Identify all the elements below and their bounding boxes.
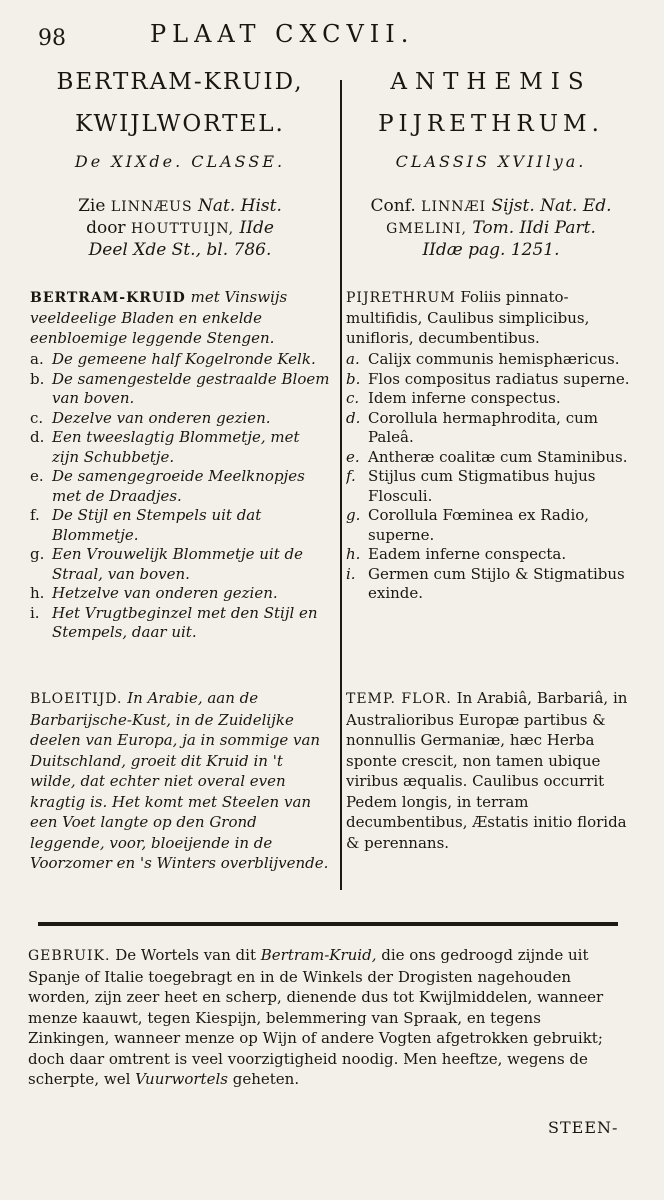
right-figure-text: Germen cum Stijlo & Stigmatibus exinde. xyxy=(368,564,625,602)
right-figure-letter: c. xyxy=(346,389,360,407)
right-figure-letter: i. xyxy=(346,564,356,583)
right-figure-letter: d. xyxy=(346,408,361,427)
right-figure-item xyxy=(346,389,636,409)
left-ref-prefix: Zie xyxy=(78,196,106,216)
left-figure-item xyxy=(30,584,330,604)
left-reference xyxy=(30,196,330,261)
left-classe: De XIXde. CLASSE. xyxy=(74,152,286,171)
gebruik-text-1: De Wortels van dit xyxy=(115,946,256,964)
left-ref-author2: HOUTTUIJN, xyxy=(130,221,235,237)
right-figure-text: Corollula hermaphrodita, cum Paleâ. xyxy=(368,408,599,446)
right-ref-work: Sijst. Nat. Ed. xyxy=(491,196,612,216)
left-figure-item xyxy=(30,350,330,370)
left-figure-letter: i. xyxy=(30,603,40,622)
left-figure-list xyxy=(30,350,330,643)
gebruik-head: GEBRUIK. xyxy=(28,948,111,964)
left-title-block xyxy=(30,66,330,171)
left-figure-letter: h. xyxy=(30,584,45,602)
left-figure-item xyxy=(30,467,330,506)
left-figure-letter: a. xyxy=(30,350,44,368)
left-figure-letter: c. xyxy=(30,408,44,427)
plate-heading: PLAAT CXCVII. xyxy=(150,20,415,48)
right-ref-prefix: Conf. xyxy=(370,196,416,216)
left-ref-door: door xyxy=(86,218,126,238)
right-figure-item xyxy=(346,467,636,506)
left-figure-item xyxy=(30,370,330,409)
right-title-main: ANTHEMIS xyxy=(390,69,592,95)
right-ref-page: IIdæ pag. 1251. xyxy=(422,240,560,260)
right-figure-text: Calijx communis hemisphæricus. xyxy=(368,350,620,368)
left-figure-letter: g. xyxy=(30,545,45,563)
left-ref-work: Nat. Hist. xyxy=(197,196,282,216)
right-temp-flor xyxy=(346,688,636,853)
section-rule xyxy=(38,922,618,926)
left-figure-letter: b. xyxy=(30,369,45,388)
right-figure-letter: h. xyxy=(346,545,361,563)
right-figure-list xyxy=(346,350,636,604)
right-figure-item xyxy=(346,448,636,468)
right-ref-author2: GMELINI, xyxy=(386,221,467,237)
left-figure-text: De Stijl en Stempels uit dat Blommetje. xyxy=(52,506,262,544)
left-figure-text: De gemeene half Kogelronde Kelk. xyxy=(52,350,316,368)
right-figure-item xyxy=(346,506,636,545)
left-figure-text: Een tweeslagtig Blommetje, met zijn Schubbetje. xyxy=(52,428,300,466)
left-description xyxy=(30,287,330,643)
right-ref-author: LINNÆI xyxy=(421,199,487,215)
left-bloei-head: BLOEITIJD. xyxy=(30,691,123,707)
right-reference xyxy=(346,196,636,261)
right-temp-text: In Arabiâ, Barbariâ, in Australioribus Europæ partibus & nonnullis Germaniæ, hæc Herba sponte crescit, non tamen ubique viribus æqualis. Caulibus occurrit Pedem longis, in terram decumbentibus, Æstatis initio florida & perennans. xyxy=(346,689,628,852)
left-title-main: BERTRAM-KRUID, xyxy=(56,69,304,95)
right-classis: CLASSIS XVIIlya. xyxy=(395,152,587,171)
left-figure-letter: f. xyxy=(30,506,40,524)
left-figure-text: Een Vrouwelijk Blommetje uit de Straal, van boven. xyxy=(52,545,304,583)
right-figure-text: Flos compositus radiatus superne. xyxy=(368,369,630,388)
left-figure-text: De samengestelde gestraalde Bloem van boven. xyxy=(52,369,330,407)
left-ref-volume: IIde xyxy=(239,218,274,238)
right-figure-letter: e. xyxy=(346,447,360,466)
right-figure-item xyxy=(346,350,636,370)
right-ref-volume: Tom. IIdi Part. xyxy=(472,218,596,238)
left-intro xyxy=(30,287,330,348)
page-number: 98 xyxy=(38,26,66,51)
right-title-block xyxy=(346,66,636,171)
left-ref-page: Deel Xde St., bl. 786. xyxy=(88,240,272,260)
column-divider xyxy=(340,80,342,890)
left-figure-letter: d. xyxy=(30,428,45,446)
left-bloei-text: In Arabie, aan de Barbarijsche-Kust, in de Zuidelijke deelen van Europa, ja in sommige van Duitschland, groeit dit Kruid in 't wilde, dat echter niet overal even kragtig is. Het komt met Steelen van een Voet langte op den Grond leggende, voor, bloeijende in de Voorzomer en 's Winters overblijvende. xyxy=(30,689,329,872)
left-figure-text: Het Vrugtbeginzel met den Stijl en Stempels, daar uit. xyxy=(52,603,318,641)
right-figure-letter: g. xyxy=(346,506,361,524)
gebruik-text-2: die ons gedroogd zijnde uit Spanje of Italie toegebragt en in de Winkels der Drogisten nagehouden worden, zijn zeer heet en scherp, dienende dus tot Kwijlmiddelen, wanneer menze kaauwt, tegen Kiespijn, belemmering van Spraak, en tegens Zinkingen, wanneer menze op Wijn of andere Vogten afgetrokken gebruikt; doch daar omtrent is veel voorzigtigheid noodig. Men heeftze, wegens de scherpte, wel xyxy=(28,946,604,1088)
left-title-sub: KWIJLWORTEL. xyxy=(75,111,285,137)
left-bloeitijd xyxy=(30,688,330,874)
right-temp-head: TEMP. FLOR. xyxy=(346,691,452,707)
left-ref-author: LINNÆUS xyxy=(110,199,193,215)
gebruik-paragraph xyxy=(28,945,624,1090)
right-description xyxy=(346,287,636,604)
right-figure-letter: f. xyxy=(346,467,356,485)
gebruik-italic-1: Bertram-Kruid, xyxy=(260,946,377,964)
right-intro-text: Foliis pinnato-multifidis, Caulibus simplicibus, unifloris, decumbentibus. xyxy=(346,288,590,347)
catchword: STEEN- xyxy=(548,1118,619,1137)
left-figure-text: Hetzelve van onderen gezien. xyxy=(52,584,278,602)
right-intro xyxy=(346,287,636,348)
right-figure-item xyxy=(346,370,636,390)
left-figure-item xyxy=(30,604,330,643)
left-figure-text: Dezelve van onderen gezien. xyxy=(52,408,271,427)
right-figure-letter: b. xyxy=(346,369,361,388)
right-title-sub: PIJRETHRUM. xyxy=(378,111,604,137)
right-figure-text: Idem inferne conspectus. xyxy=(368,389,561,407)
left-figure-item xyxy=(30,428,330,467)
right-figure-letter: a. xyxy=(346,350,360,368)
gebruik-text-3: geheten. xyxy=(232,1070,300,1088)
left-intro-head: BERTRAM-KRUID xyxy=(30,290,186,306)
right-figure-item xyxy=(346,565,636,604)
gebruik-italic-2: Vuurwortels xyxy=(135,1070,228,1088)
left-figure-text: De samengegroeide Meelknopjes met de Draadjes. xyxy=(52,467,305,505)
left-figure-item xyxy=(30,545,330,584)
left-figure-letter: e. xyxy=(30,467,44,485)
right-intro-head: PIJRETHRUM xyxy=(346,290,456,306)
right-figure-item xyxy=(346,545,636,565)
left-intro-text: met Vinswijs veeldeelige Bladen en enkelde eenbloemige leggende Stengen. xyxy=(30,288,288,347)
right-figure-item xyxy=(346,409,636,448)
right-figure-text: Corollula Fœminea ex Radio, superne. xyxy=(368,506,590,544)
left-figure-item xyxy=(30,409,330,429)
left-figure-item xyxy=(30,506,330,545)
right-figure-text: Stijlus cum Stigmatibus hujus Flosculi. xyxy=(368,467,596,505)
right-figure-text: Antheræ coalitæ cum Staminibus. xyxy=(368,447,628,466)
right-figure-text: Eadem inferne conspecta. xyxy=(368,545,567,563)
